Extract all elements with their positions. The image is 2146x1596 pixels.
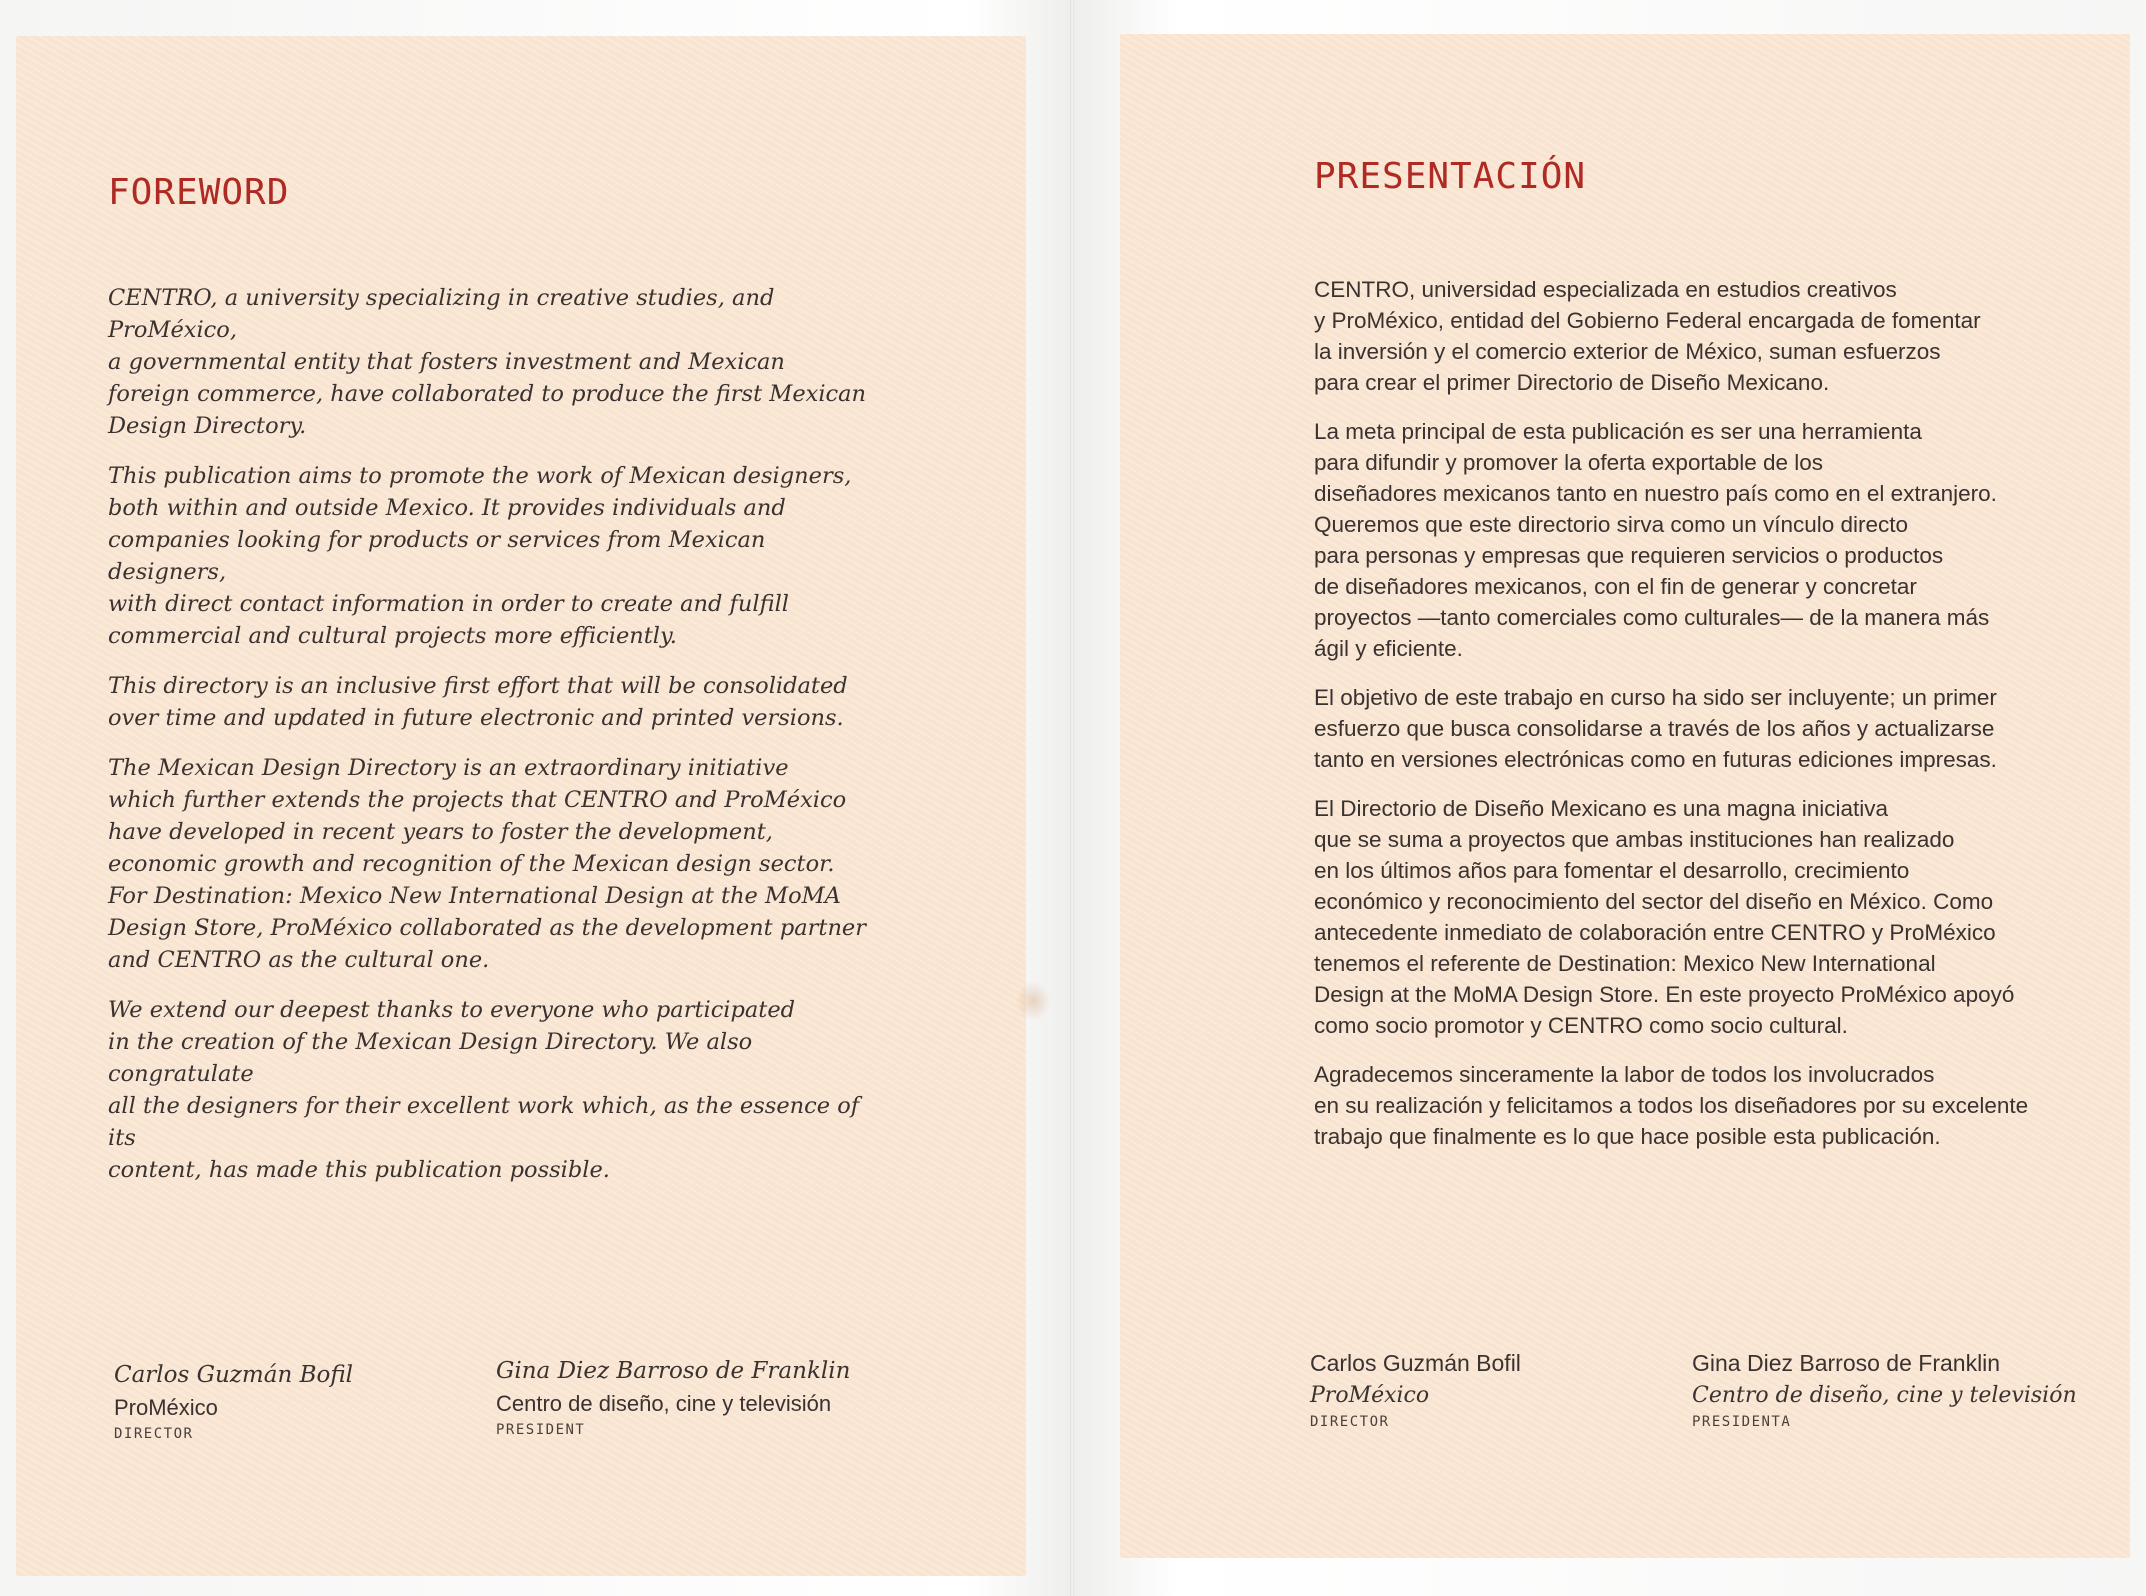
signatory-organization: ProMéxico: [1310, 1383, 1430, 1408]
presentacion-body: [1314, 274, 2054, 1170]
presentacion-paragraph: CENTRO, universidad especializada en estudios creativos y ProMéxico, entidad del Gobierno Federal encargada de fomentar la inversión y el comercio exterior de México, suman esfuerzos para crear el primer Directorio de Diseño Mexicano.: [1314, 277, 1981, 395]
signatory-name: Gina Diez Barroso de Franklin: [1692, 1350, 2001, 1376]
presentacion-page: [1120, 34, 2130, 1558]
presentacion-paragraph: El objetivo de este trabajo en curso ha sido ser incluyente; un primer esfuerzo que busca consolidarse a través de los años y actualizarse tanto en versiones electrónicas como en futuras ediciones impresas.: [1314, 685, 1997, 772]
signatory-name: Carlos Guzmán Bofil: [1310, 1350, 1521, 1376]
presentacion-heading: PRESENTACIÓN: [1314, 156, 1587, 197]
presentacion-paragraph: Agradecemos sinceramente la labor de todos los involucrados en su realización y felicitamos a todos los diseñadores por su excelente trabajo que finalmente es lo que hace posible esta publicación.: [1314, 1062, 2029, 1149]
foreword-paragraph: This directory is an inclusive first effort that will be consolidated over time and updated in future electronic and printed versions.: [108, 673, 848, 731]
signatory-name: Gina Diez Barroso de Franklin: [496, 1358, 851, 1384]
foreword-paragraph: The Mexican Design Directory is an extraordinary initiative which further extends the projects that CENTRO and ProMéxico have developed in recent years to foster the development, economic growth and recognition of the Mexican design sector. For Destination: Mexico New International Design at the MoMA Design Store, ProMéxico collaborated as the development partner and CENTRO as the cultural one.: [108, 755, 867, 973]
foreword-paragraph: We extend our deepest thanks to everyone who participated in the creation of the Mexican Design Directory. We also congratulate all the designers for their excellent work which, as the essence of its content, has made this publication possible.: [108, 997, 860, 1183]
signature-director: [114, 1358, 353, 1444]
signatory-organization: ProMéxico: [114, 1395, 218, 1420]
foreword-page: [16, 36, 1026, 1576]
signatory-organization: Centro de diseño, cine y televisión: [1692, 1383, 2077, 1408]
foreword-paragraph: CENTRO, a university specializing in creative studies, and ProMéxico, a governmental entity that fosters investment and Mexican foreign commerce, have collaborated to produce the first Mexican Design Directory.: [108, 285, 867, 439]
signatory-organization: Centro de diseño, cine y televisión: [496, 1391, 832, 1416]
presentacion-paragraph: La meta principal de esta publicación es ser una herramienta para difundir y promover la oferta exportable de los diseñadores mexicanos tanto en nuestro país como en el extranjero. Queremos que este directorio sirva como un vínculo directo para personas y empresas que requieren servicios o productos de diseñadores mexicanos, con el fin de generar y concretar proyectos —tanto comerciales como culturales— de la manera más ágil y eficiente.: [1314, 419, 1997, 661]
presentacion-paragraph: El Directorio de Diseño Mexicano es una magna iniciativa que se suma a proyectos que ambas instituciones han realizado en los últimos años para fomentar el desarrollo, crecimiento económico y reconocimiento del sector del diseño en México. Como antecedente inmediato de colaboración entre CENTRO y ProMéxico tenemos el referente de Destination: Mexico New International Design at the MoMA Design Store. En este proyecto ProMéxico apoyó como socio promotor y CENTRO como socio cultural.: [1314, 796, 2015, 1038]
foreword-paragraph: This publication aims to promote the work of Mexican designers, both within and outside Mexico. It provides individuals and companies looking for products or services from Mexican designers, with direct contact information in order to create and fulfill commercial and cultural projects more efficiently.: [108, 463, 852, 649]
signature-presidenta: [1692, 1346, 2077, 1432]
signatory-role: PRESIDENTA: [1692, 1414, 1792, 1430]
signature-director: [1310, 1346, 1521, 1432]
book-gutter: [1070, 0, 1074, 1596]
signatory-role: DIRECTOR: [114, 1426, 194, 1442]
signature-president: [496, 1354, 850, 1440]
signatory-role: DIRECTOR: [1310, 1414, 1390, 1430]
paper-stain: [1016, 981, 1050, 1021]
signatory-role: PRESIDENT: [496, 1422, 586, 1438]
foreword-body: [108, 282, 868, 1204]
foreword-heading: FOREWORD: [108, 172, 290, 213]
signatory-name: Carlos Guzmán Bofil: [114, 1362, 354, 1388]
